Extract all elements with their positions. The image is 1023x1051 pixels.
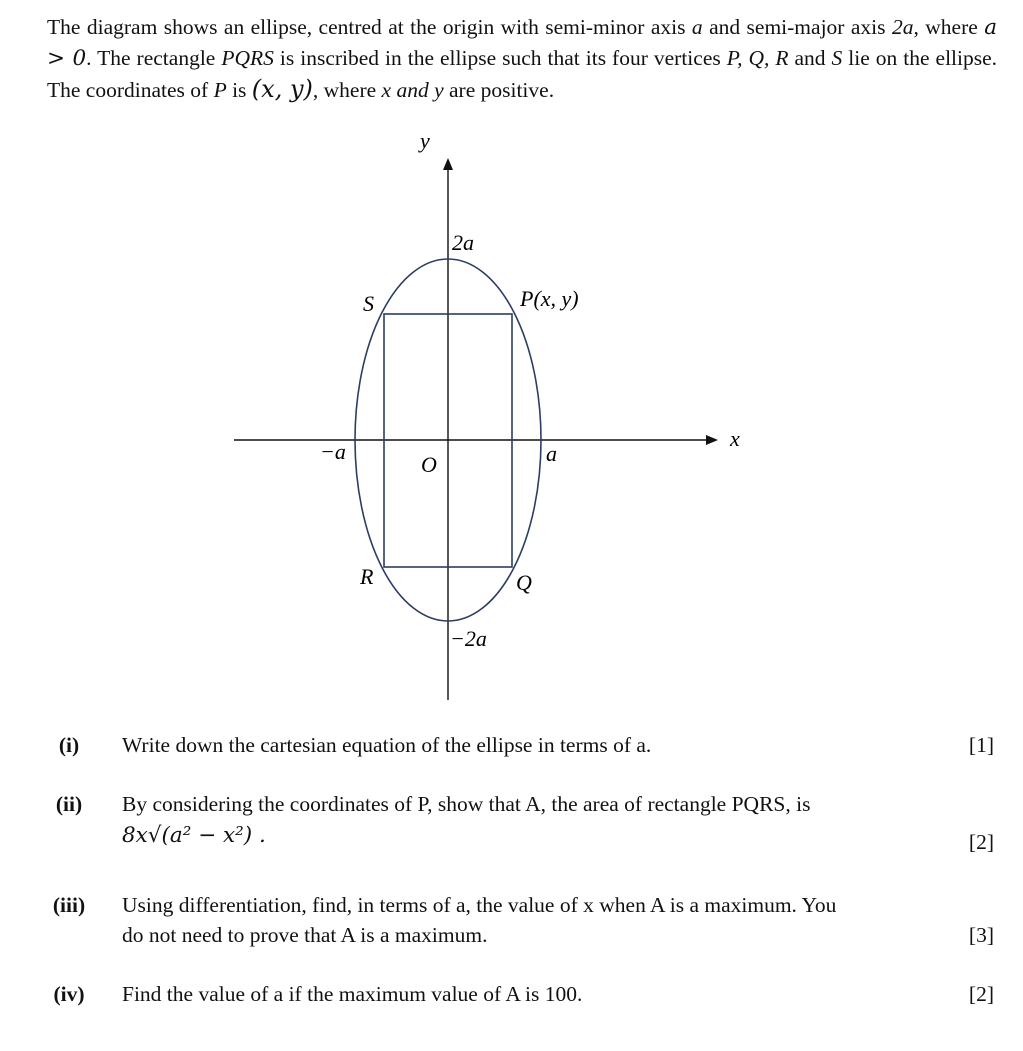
intro-text-7: is <box>232 78 247 102</box>
question-number: (ii) <box>55 792 83 816</box>
label-a: a <box>546 441 557 466</box>
y-axis-label: y <box>420 128 430 153</box>
x-axis-label: x <box>730 426 740 451</box>
intro-p: P <box>213 78 227 102</box>
intro-x-and-y: x and y <box>381 78 444 102</box>
question-mark: [2] <box>968 982 994 1006</box>
intro-var-2a: 2a <box>891 15 914 39</box>
intro-text-1: The diagram shows an ellipse, centred at the origin with semi-minor axis <box>47 15 686 39</box>
label-q: Q <box>516 570 532 595</box>
question-text-line-2: 8x√(a² − x²) . <box>122 823 266 848</box>
question-number: (iv) <box>53 982 85 1006</box>
question-mark: [3] <box>968 923 994 947</box>
intro-var-a: a <box>691 15 703 39</box>
question-mark: [2] <box>968 830 994 854</box>
label-p: P(x, y) <box>520 286 579 311</box>
question-text: Using differentiation, find, in terms of a, the value of x when A is a maximum. You <box>122 893 837 917</box>
intro-vertices: P, Q, R <box>726 46 789 70</box>
question-number: (i) <box>58 733 80 757</box>
intro-text-2: and semi-major axis <box>709 15 886 39</box>
intro-text-4: . The rectangle <box>86 46 216 70</box>
question-text-line-2: do not need to prove that A is a maximum. <box>122 923 488 947</box>
intro-text-3: , where <box>913 15 978 39</box>
question-mark: [1] <box>968 733 994 757</box>
intro-s: S <box>831 46 843 70</box>
intro-text-9: are positive. <box>449 78 555 102</box>
intro-text-5: is inscribed in the ellipse such that its four vertices <box>279 46 721 70</box>
question-number: (iii) <box>52 893 86 917</box>
intro-text-6: lie on the ellipse. The coordinates of <box>47 46 998 102</box>
intro-pqrs: PQRS <box>221 46 274 70</box>
question-text: Write down the cartesian equation of the ellipse in terms of a. <box>122 733 652 757</box>
intro-text-8: , where <box>312 78 377 102</box>
label-neg-2a: −2a <box>450 626 487 651</box>
label-2a: 2a <box>452 230 474 255</box>
question-text: By considering the coordinates of P, show that A, the area of rectangle PQRS, is <box>122 792 811 816</box>
intro-and: and <box>794 46 826 70</box>
label-s: S <box>363 291 374 316</box>
question-text: Find the value of a if the maximum value of A is 100. <box>122 982 583 1006</box>
label-r: R <box>360 564 374 589</box>
intro-a-gt-0: a > 0 <box>47 15 998 71</box>
intro-xy: (x, y) <box>251 75 313 103</box>
label-origin: O <box>421 452 437 477</box>
label-neg-a: −a <box>320 439 346 464</box>
